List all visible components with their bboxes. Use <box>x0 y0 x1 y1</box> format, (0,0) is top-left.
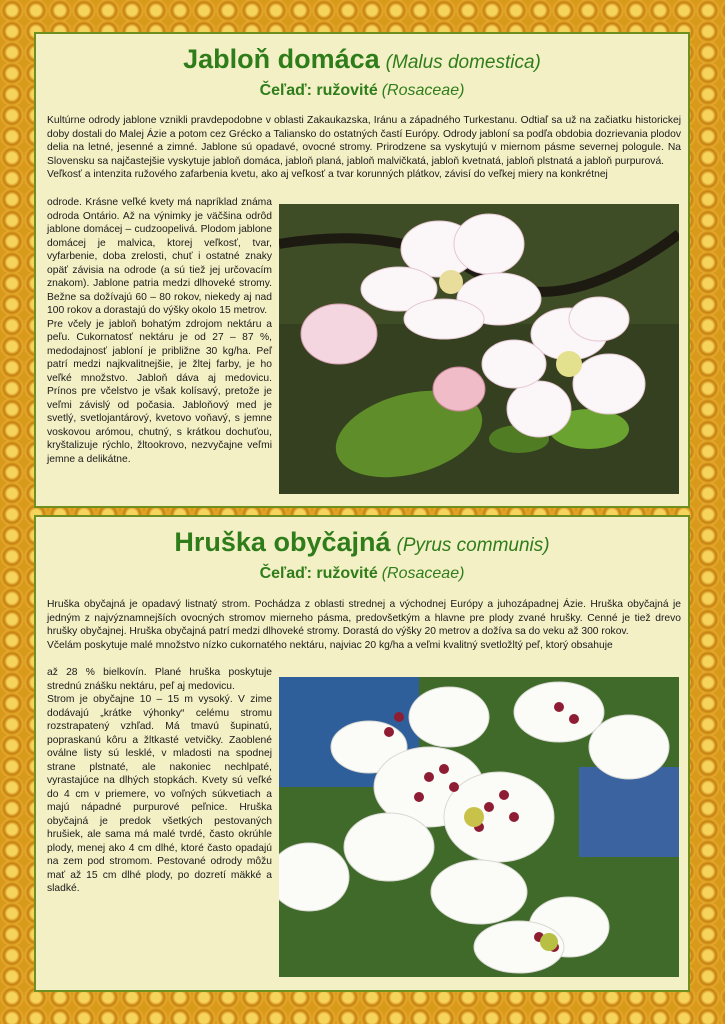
family-line <box>36 82 688 100</box>
paragraph: Kultúrne odrody jablone vznikli pravdepodobne v oblasti Zakaukazska, Iránu a západného Turkestanu. Odtiaľ sa už na začiatku historickej doby dostali do Malej Ázie a potom cez Grécko a Taliansko do ostatných častí Európy. Odrody jabloní sa podľa obdobia dozrievania plodov delia na letné, jesenné a zimné. Jablone sú opadavé, ovocné stromy. Prirodzene sa vyskytujú v miernom pásme severnej pologule. Na Slovensku sa najčastejšie vyskytuje jabloň domáca, jabloň planá, jabloň malvičkatá, jabloň kvetnatá, jabloň plstnatá a jabloň purpurová. <box>47 115 681 167</box>
paragraph: až 28 % bielkovín. Plané hruška poskytuje strednú znášku nektáru, peľ aj medovicu. <box>47 667 272 692</box>
family-line <box>36 565 688 583</box>
apple-blossom-photo <box>279 204 679 494</box>
section-title <box>36 44 688 75</box>
intro-text <box>47 598 681 652</box>
column-text <box>47 666 272 896</box>
family-label: Čeľaď: ružovité <box>259 82 378 99</box>
paragraph: Veľkosť a intenzita ružového zafarbenia kvetu, ako aj veľkosť a tvar korunných plátkov, závisí do veľkej miery na konkrétnej <box>47 169 608 180</box>
paragraph: Strom je obyčajne 10 – 15 m vysoký. V zime dodávajú „krátke výhonky“ celému stromu rozstrapatený vzhľad. Má tmavú šupinatú, popraskanú kôru a žltkasté vetvičky. Zaoblené oválne listy sú lesklé, v mladosti na spodnej strane plstnaté, ale nakoniec nechlpaté, vyrastajúce na dlhých stopkách. Kvety sú veľké do 4 cm v priemere, vo voľných súkvetiach a majú nápadné purpurové peľnice. Hruška obyčajná je predok všetkých pestovaných hrušiek, ale sama má malé tvrdé, často okrúhle plody, menej ako 4 cm dlhé, ktoré často opadajú na zem pod stromom. Pestované odrody môžu mať až 15 cm dlhé plody, po dozretí mäkké a sladké. <box>47 694 272 894</box>
family-latin: (Rosaceae) <box>381 82 465 99</box>
title-latin: (Pyrus communis) <box>396 535 550 556</box>
paragraph: Včelám poskytuje malé množstvo nízko cukornatého nektáru, najviac 20 kg/ha a veľmi kvalitný svetložltý peľ, ktorý obsahuje <box>47 639 613 651</box>
family-latin: (Rosaceae) <box>381 565 465 582</box>
paragraph: Hruška obyčajná je opadavý listnatý strom. Pochádza z oblasti strednej a východnej Európy a juhozápadnej Ázie. Hruška obyčajná je jedným z najvýznamnejších ovocných stromov mierneho pásma, predovšetkým a hlavne pre plody zvané hrušky. Cenné je tiež drevo hrušky obyčajnej. Hruška obyčajná patrí medzi dlhoveké stromy. Dorastá do výšky 20 metrov a dožíva sa do veku až 300 rokov. <box>47 599 681 637</box>
title-latin: (Malus domestica) <box>385 52 541 73</box>
section-title <box>36 527 688 558</box>
apple-section <box>34 32 690 508</box>
title-common: Jabloň domáca <box>183 44 380 74</box>
paragraph: odrode. Krásne veľké kvety má napríklad známa odroda Ontário. Až na výnimky je väčšina odrôd jablone domácej – cudzoopelivá. Plodom jablone domácej je malvica, ktorej veľkosť, tvar, vyfarbenie, doba zrelosti, chuť i ostatné znaky opäť závisia na odrode (a sú tiež jej určovacím znakom). Jablone patria medzi dlhoveké stromy. Bežne sa dožívajú 60 – 80 rokov, niekedy aj nad 100 rokov a dorastajú do výšky okolo 15 metrov. <box>47 197 272 316</box>
paragraph: Pre včely je jabloň bohatým zdrojom nektáru a peľu. Cukornatosť nektáru je od 27 – 87 %, medodajnosť jabloní je približne 30 kg/ha. Peľ patrí medzi najkvalitnejšie, je žltej farby, je ho veľké množstvo. Jabloň dáva aj medovicu. Prínos pre včelstvo je však kolísavý, pretože je veľmi závislý od počasia. Jabloňový med je svetlý, svetlojantárový, kvetovo voňavý, s jemne voskovou arómou, chutný, s krátkou dochuťou, kryštalizuje rýchlo, žltookrovo, nezvyčajne veľmi jemne a delikátne. <box>47 318 272 465</box>
title-common: Hruška obyčajná <box>174 527 391 557</box>
pear-blossom-photo <box>279 677 679 977</box>
family-label: Čeľaď: ružovité <box>259 565 378 582</box>
column-text <box>47 196 272 466</box>
intro-text <box>47 114 681 182</box>
pear-section <box>34 515 690 992</box>
